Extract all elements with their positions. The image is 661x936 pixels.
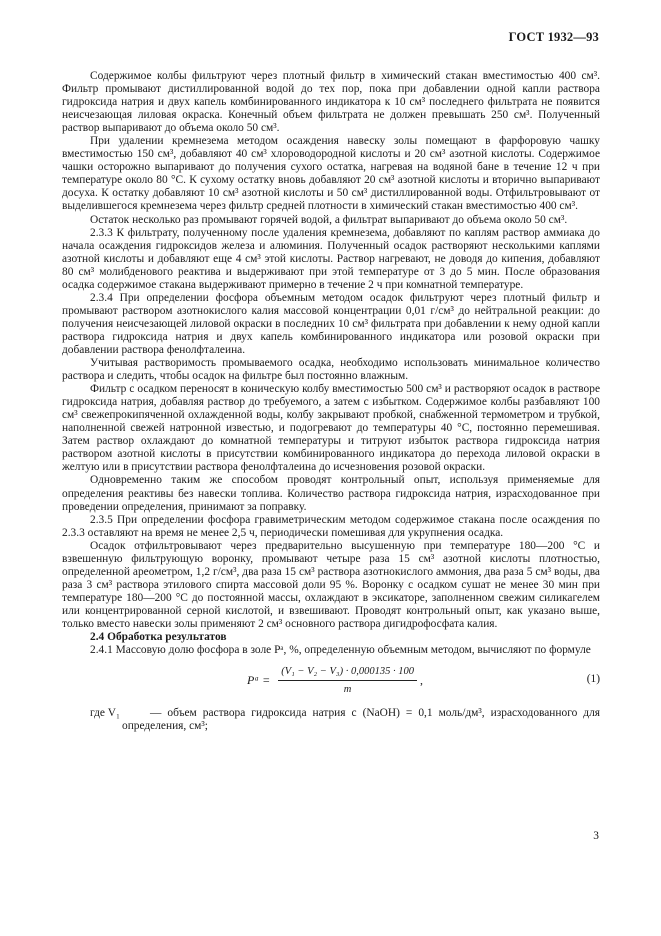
formula-lhs: Pᵃ =	[247, 673, 271, 688]
formula-fraction	[278, 665, 417, 696]
variable-text: — объем раствора гидроксида натрия c (NaOH) = 0,1 моль/дм³, израсходованного для определения, см³;	[122, 707, 600, 733]
variable-definition	[62, 707, 600, 733]
formula-denominator: m	[343, 684, 352, 696]
page-number: 3	[593, 830, 599, 842]
paragraph: 2.3.4 При определении фосфора объемным методом осадок фильтруют через плотный фильтр и промывают раствором азотнокислого калия массовой концентрации 0,01 г/см³ до нейтральной реакции: до получения неисчезающей лиловой окраски в последних 10 см³ фильтрата при добавлении к нему одной капли раствора гидроксида натрия и двух капель комбинированного индикатора или розовой окраски при добавлении раствора фенолфталеина.	[62, 291, 600, 356]
document-body	[62, 70, 600, 733]
variable-label: где V₁	[90, 707, 121, 720]
formula-trailing: ,	[419, 673, 423, 688]
formula-number: (1)	[586, 673, 600, 686]
paragraph: 2.3.3 К фильтрату, полученному после удаления кремнезема, добавляют по каплям раствор аммиака до начала осаждения гидроксидов железа и алюминия. Полученный осадок растворяют несколькими каплями азотной кислоты и добавляют еще 4 см³ этой кислоты. Раствор нагревают, не доводя до кипения, добавляют 80 см³ молибденового реактива и выдерживают при этой температуре от 3 до 5 мин. После образования осадка содержимое стакана выдерживают примерно в течение 2 ч при комнатной температуре.	[62, 226, 600, 291]
paragraph: Содержимое колбы фильтруют через плотный фильтр в химический стакан вместимостью 400 см³. Фильтр промывают дистиллированной водой до тех пор, пока при добавлении одной капли раствора гидроксида натрия и двух капель комбинированного индикатора к 10 см³ последнего фильтрата не появится неисчезающая лиловая окраска. Конечный объем фильтрата не должен превышать 250 см³. Полученный раствор выпаривают до объема около 50 см³.	[62, 70, 600, 135]
formula-intro: 2.4.1 Массовую долю фосфора в золе Pᵃ, %, определенную объемным методом, вычисляют по формуле	[90, 644, 591, 657]
paragraph: Осадок отфильтровывают через предварительно высушенную при температуре 180—200 °С и взвешенную фильтрующую воронку, промывают четыре раза 15 см³ азотной кислоты плотностью, определенной ареометром, 1,2 г/см³, два раза 15 см³ раствора азотнокислого аммония, два раза 5 см³ воды, два раза 3 см³ раствора этилового спирта массовой доли 95 %. Воронку с осадком сушат не менее 30 мин при температуре 180—200 °С до постоянной массы, охлаждают в эксикаторе, заполненном свежим силикагелем или концентрированной серной кислотой, и взвешивают. Проводят контрольный опыт, как указано выше, только вместо навески золы применяют 2 см³ основного раствора дигидрофосфата калия.	[62, 539, 600, 630]
section-heading: 2.4 Обработка результатов	[90, 631, 227, 644]
formula-numerator: (V₁ − V₂ − V₃) · 0,000135 · 100	[278, 665, 417, 681]
paragraph: Остаток несколько раз промывают горячей водой, а фильтрат выпаривают до объема около 50 см³.	[90, 213, 568, 226]
formula-block	[62, 661, 600, 707]
paragraph: Фильтр с осадком переносят в коническую колбу вместимостью 500 см³ и растворяют осадок в растворе гидроксида натрия, добавляя раствор до требуемого, а затем с избытком. Содержимое колбы разбавляют 100 см³ свежепрокипяченной охлажденной воды, колбу закрывают пробкой, снабженной термометром и трубкой, наполненной свежей натронной известью, и подогревают до температуры 40 °С, постоянно перемешивая. Затем раствор охлаждают до комнатной температуры и титруют избыток раствора гидроксида натрия раствором азотной кислоты в присутствии комбинированного индикатора до перехода лиловой окраски в желтую или в присутствии раствора фенолфталеина до исчезновения розовой окраски.	[62, 383, 600, 474]
paragraph: При удалении кремнезема методом осаждения навеску золы помещают в фарфоровую чашку вместимостью 150 см³, добавляют 40 см³ хлороводородной кислоты и 20 см³ азотной кислоты. Содержимое чашки осторожно выпаривают до получения сухого остатка, нагревая на водяной бане в течение 12 ч при температуре около 80 °С. К сухому остатку вновь добавляют 20 см³ азотной кислоты и вторично выпаривают досуха. К остатку добавляют 10 см³ азотной кислоты и 50 см³ дистиллированной воды. Отфильтровывают от выделившегося кремнезема через фильтр средней плотности в химический стакан вместимостью 400 см³.	[62, 135, 600, 213]
paragraph: Учитывая растворимость промываемого осадка, необходимо использовать минимальное количество раствора и следить, чтобы осадок на фильтре был постоянно влажным.	[62, 357, 600, 383]
paragraph: 2.3.5 При определении фосфора гравиметрическим методом содержимое стакана после осаждения по 2.3.3 оставляют на время не менее 2,5 ч, периодически помешивая для укрупнения осадка.	[62, 513, 600, 539]
document-header: ГОСТ 1932—93	[508, 30, 599, 44]
paragraph: Одновременно таким же способом проводят контрольный опыт, используя применяемые для определения реактивы без навески топлива. Количество раствора гидроксида натрия, израсходованное при проведении определения, принимают за поправку.	[62, 474, 600, 513]
formula-expression	[247, 665, 423, 696]
